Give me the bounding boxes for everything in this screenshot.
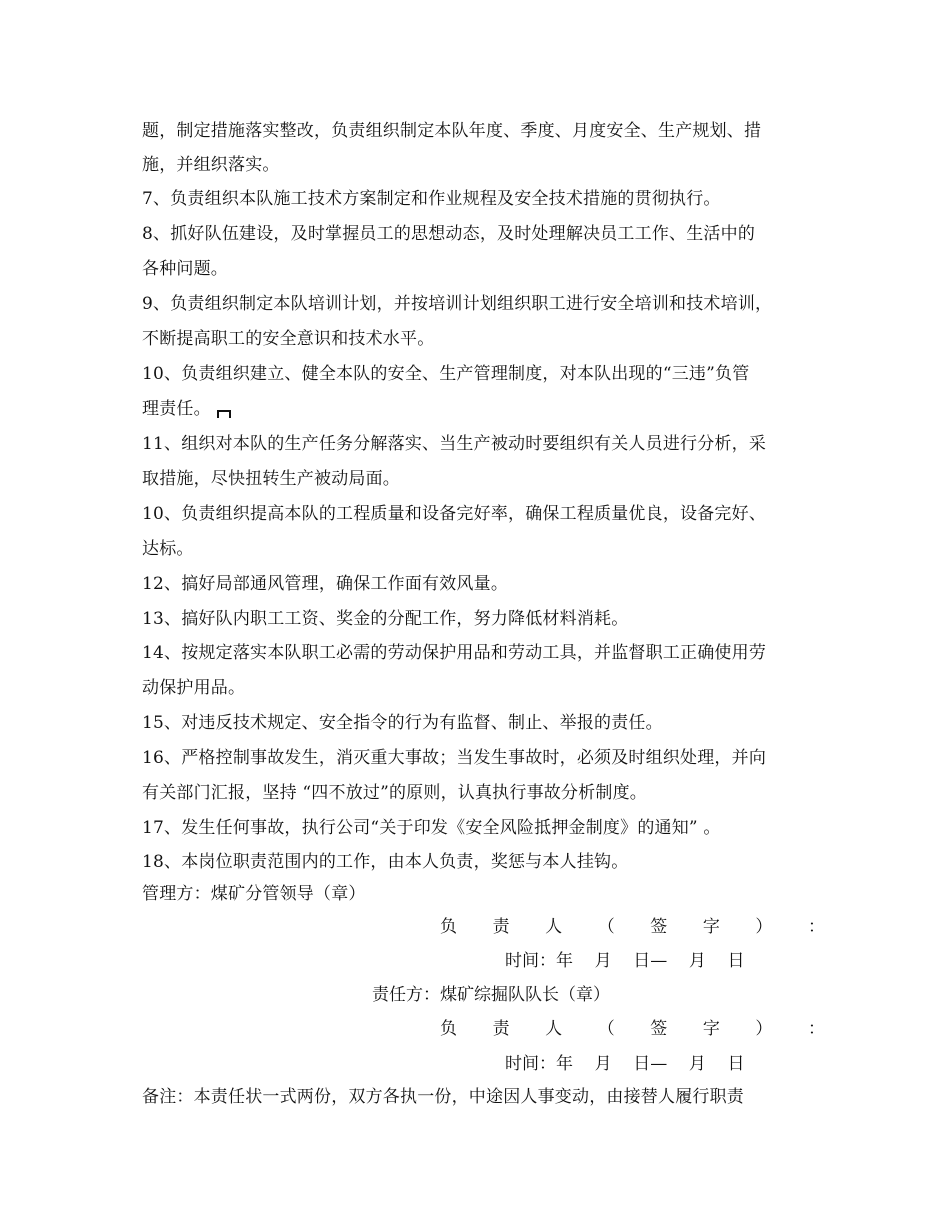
- text-line: 题，制定措施落实整改，负责组织制定本队年度、季度、月度安全、生产规划、措: [142, 121, 762, 141]
- signature-char: 责: [492, 1019, 510, 1039]
- text-line: 达标。: [142, 539, 194, 559]
- signature-label-management: [440, 917, 825, 937]
- text-line: 11、组织对本队的生产任务分解落实、当生产被动时要组织有关人员进行分析，采: [142, 434, 767, 454]
- signature-char: 人: [545, 917, 563, 937]
- remark: 备注：本责任状一式两份，双方各执一份，中途因人事变动，由接替人履行职责: [142, 1087, 744, 1107]
- edit-mark-icon: [217, 410, 231, 418]
- management-party: 管理方：煤矿分管领导（章）: [142, 884, 366, 904]
- text-line: 不断提高职工的安全意识和技术水平。: [142, 329, 435, 349]
- time-line-management: 时间：年 月 日— 月 日: [505, 951, 745, 971]
- signature-char: （: [597, 1019, 615, 1039]
- text-line: 17、发生任何事故，执行公司“关于印发《安全风险抵押金制度》的通知” 。: [142, 818, 721, 838]
- signature-char: 签: [650, 1019, 668, 1039]
- signature-char: 负: [440, 1019, 457, 1039]
- text-line-with-mark: [142, 399, 231, 419]
- signature-char: 字: [702, 917, 720, 937]
- signature-char: ：: [807, 1019, 825, 1039]
- text-line: 10、负责组织提高本队的工程质量和设备完好率，确保工程质量优良，设备完好、: [142, 504, 767, 524]
- text-line: 12、搞好局部通风管理，确保工作面有效风量。: [142, 574, 509, 594]
- signature-char: 字: [702, 1019, 720, 1039]
- signature-char: ）: [755, 917, 773, 937]
- text-line: 9、负责组织制定本队培训计划，并按培训计划组织职工进行安全培训和技术培训，: [142, 294, 773, 314]
- signature-char: 人: [545, 1019, 563, 1039]
- text-line: 14、按规定落实本队职工必需的劳动保护用品和劳动工具，并监督职工正确使用劳: [142, 643, 767, 663]
- text-line: 10、负责组织建立、健全本队的安全、生产管理制度，对本队出现的“三违”负管: [142, 364, 750, 384]
- time-line-responsible: 时间：年 月 日— 月 日: [505, 1054, 745, 1074]
- text-line: 有关部门汇报，坚持 “四不放过”的原则，认真执行事故分析制度。: [142, 783, 647, 803]
- text-line: 16、严格控制事故发生，消灭重大事故；当发生事故时，必须及时组织处理，并向: [142, 748, 767, 768]
- signature-char: 负: [440, 917, 457, 937]
- signature-char: 责: [492, 917, 510, 937]
- signature-char: （: [597, 917, 615, 937]
- text-line: 理责任。: [142, 399, 211, 419]
- text-line: 取措施，尽快扭转生产被动局面。: [142, 469, 400, 489]
- text-line: 施，并组织落实。: [142, 155, 280, 175]
- responsible-party: 责任方：煤矿综掘队队长（章）: [372, 985, 610, 1005]
- text-line: 动保护用品。: [142, 678, 246, 698]
- text-line: 18、本岗位职责范围内的工作，由本人负责，奖惩与本人挂钩。: [142, 852, 629, 872]
- text-line: 8、抓好队伍建设，及时掌握员工的思想动态，及时处理解决员工工作、生活中的: [142, 224, 756, 244]
- text-line: 7、负责组织本队施工技术方案制定和作业规程及安全技术措施的贯彻执行。: [142, 189, 721, 209]
- text-line: 各种问题。: [142, 259, 228, 279]
- signature-label-responsible: [440, 1019, 825, 1039]
- signature-char: ：: [807, 917, 825, 937]
- text-line: 13、搞好队内职工工资、奖金的分配工作，努力降低材料消耗。: [142, 609, 629, 629]
- signature-char: 签: [650, 917, 668, 937]
- signature-char: ）: [755, 1019, 773, 1039]
- text-line: 15、对违反技术规定、安全指令的行为有监督、制止、举报的责任。: [142, 713, 663, 733]
